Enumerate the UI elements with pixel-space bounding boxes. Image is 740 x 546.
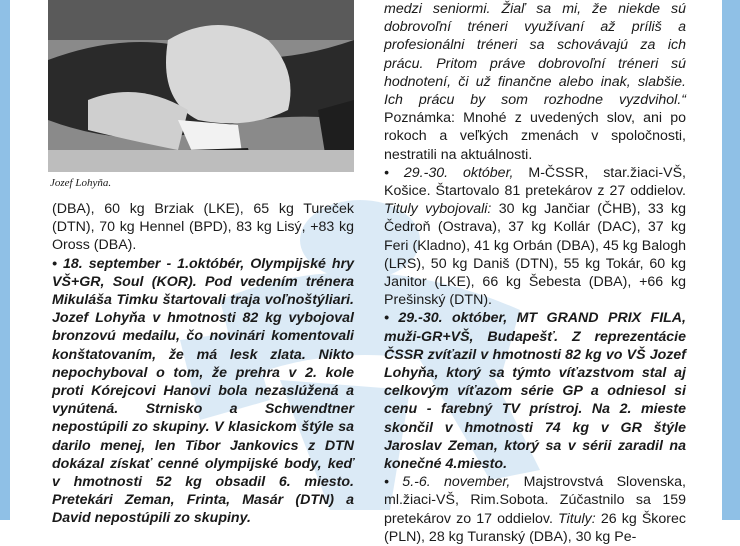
- slovakia-titles-label: Tituly:: [558, 510, 596, 527]
- photo-illustration: [48, 0, 354, 172]
- kosice-list: 30 kg Jančiar (ČHB), 33 kg Čedroň (Ostrava), 37 kg Kollár (DAC), 37 kg Feri (Kladno), 41 kg Orbán (DBA), 45 kg Balogh (LRS), 50 kg Daniš (DTN), 55 kg Tokár, 60 kg Janitor (LKE), 66 kg Šebesta (DBA), +66 kg Prešinský (DTN).: [384, 201, 686, 309]
- wrestler-photo: [48, 0, 354, 172]
- right-paragraph-grand-prix: • 29.-30. október, MT GRAND PRIX FILA, muži-GR+VŠ, Budapešť. Z reprezentácie ČSSR zvíťazil v hmotnosti 82 kg vo VŠ Jozef Lohyňa, ktorý sa týmto víťazstvom stal aj celkovým víťazom série GP a odniesol si cenu - farebný TV prístroj. Na 2. mieste skončil v hmotnosti 74 kg v GR štýle Jaroslav Zeman, ktorý sa v sérii zaradil na konečné 4.miesto.: [384, 310, 686, 473]
- right-text-column: [384, 0, 686, 546]
- slovakia-date: • 5.-6. november,: [384, 474, 511, 491]
- note-text: Poznámka: Mnohé z uvedených slov, ani po rokoch a veľkých zmenách v spoločnosti, nestratili na aktuálnosti.: [384, 110, 686, 163]
- right-paragraph-quote: [384, 0, 686, 164]
- slovakia-text: Majstrovstvá Slovenska, ml.žiaci-VŠ, Rim.Sobota. Zúčastnilo sa 159 pretekárov zo 17 oddielov.: [384, 474, 686, 527]
- left-paragraph-olympics: • 18. september - 1.októbér, Olympijské hry VŠ+GR, Soul (KOR). Pod vedením trénera Mikuláša Timku štartovali traja voľnoštýliari. Jozef Lohyňa v hmotnosti 82 kg vybojoval bronzovú medailu, čo novinári komentovali konštatovaním, že má lesk zlata. Nikto nepochyboval o tom, že prehra v 2. kole proti Kórejcovi Hanovi bola nezaslúžená a vynútená. Strnisko a Schwendtner nepostúpili zo skupiny. V klasickom štýle sa darilo menej, len Tibor Jankovics z DTN dokázal získať cenné olympijské body, keď v hmotnosti 52 kg obsadil 6. miesto. Pretekári Zeman, Frinta, Masár (DTN) a David nepostúpili zo skupiny.: [52, 255, 354, 527]
- left-paragraph-results: (DBA), 60 kg Brziak (LKE), 65 kg Tureček (DTN), 70 kg Hennel (BPD), 83 kg Lisý, +83 kg Oross (DBA).: [52, 201, 354, 254]
- kosice-date: • 29.-30. október,: [384, 164, 514, 181]
- photo-caption: Jozef Lohyňa.: [50, 177, 112, 189]
- right-paragraph-kosice: [384, 164, 686, 310]
- right-paragraph-slovakia: [384, 473, 686, 546]
- page-frame-left: [0, 0, 10, 520]
- slovakia-list: 26 kg Škorec (PLN), 28 kg Turanský (DBA), 30 kg Pe-: [384, 510, 686, 545]
- left-text-column: [52, 200, 354, 528]
- page-frame-right: [722, 0, 740, 520]
- kosice-titles-label: Tituly vybojovali:: [384, 201, 492, 218]
- kosice-text: M-ČSSR, star.žiaci-VŠ, Košice. Štartovalo 81 pretekárov z 27 oddielov.: [384, 164, 686, 200]
- quote-text: medzi seniormi. Žiaľ sa mi, že niekde sú dobrovoľní tréneri využívaní až príliš a profesionálni tréneri sa schovávajú za ich prácu. Pritom práve dobrovoľní tréneri sú hodnotení, či už finančne alebo inak, slabšie. Ich prácu by som rozhodne vyzdvihol.“: [384, 1, 686, 109]
